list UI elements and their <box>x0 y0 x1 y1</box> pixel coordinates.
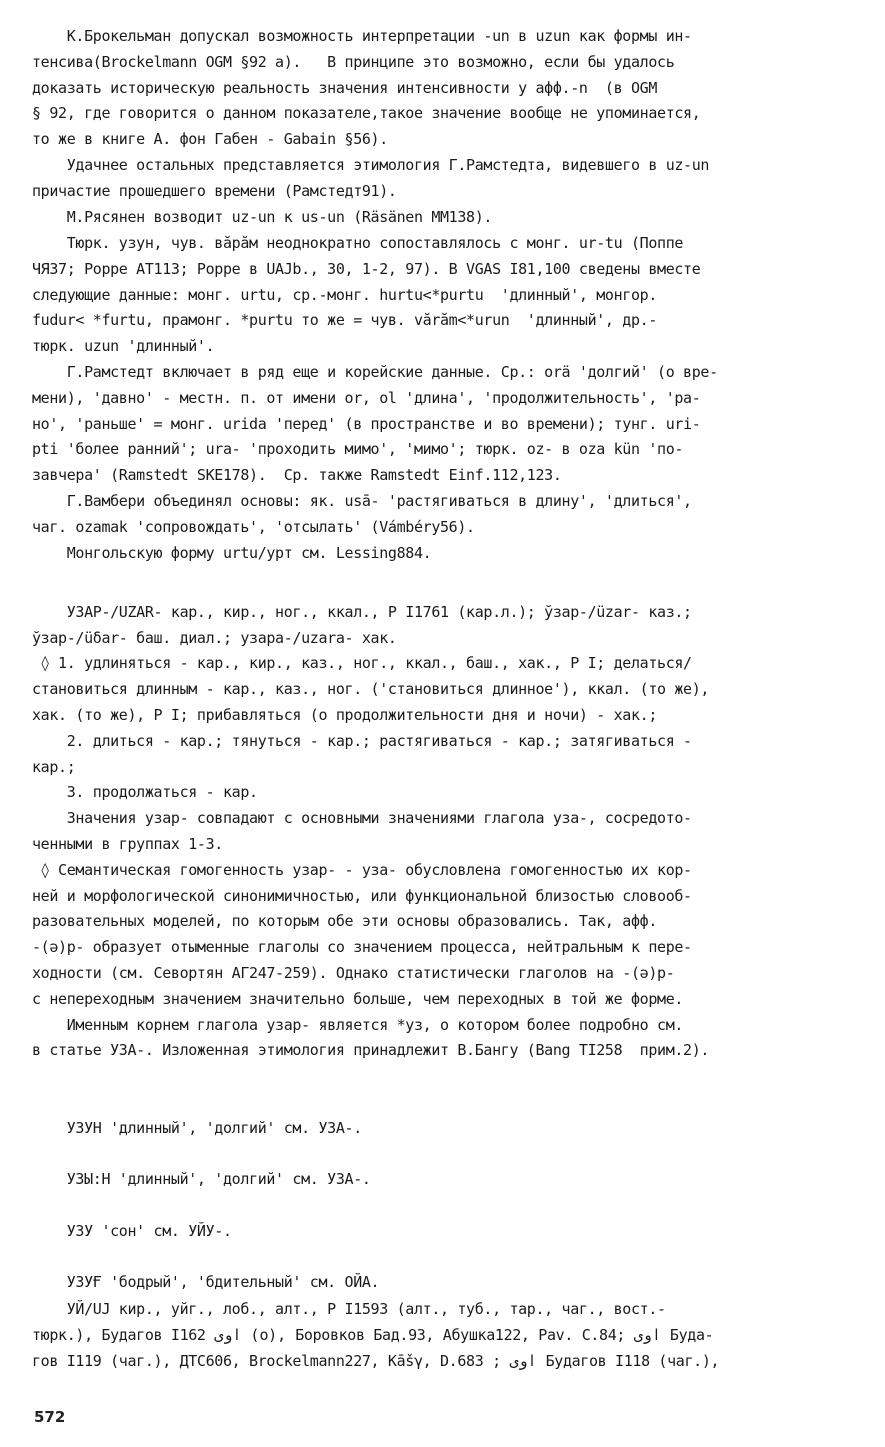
text-line: Значения узар- совпадают с основными значениями глагола уза-, сосредото- <box>32 809 692 828</box>
text-line: ходности (см. Севортян АГ247-259). Однако статистически глаголов на -(ə)р- <box>32 963 675 982</box>
text-line: тенсива(Brockelmann OGM §92 a). В принципе это возможно, если бы удалось <box>32 52 675 71</box>
paragraph-vambery <box>32 489 864 541</box>
text-line: 3. продолжаться - кар. <box>32 783 258 802</box>
text-line: -(ə)р- образует отыменные глаголы со значением процесса, нейтральным к пере- <box>32 938 692 957</box>
text-line: хак. (то же), Р I; прибавляться (о продолжительности дня и ночи) - хак.; <box>32 705 658 724</box>
text-line: в статье УЗА-. Изложенная этимология принадлежит В.Бангу (Bang TI258 прим.2). <box>32 1041 710 1060</box>
text-line: ней и морфологической синонимичностью, или функциональной близостью словооб- <box>32 886 692 905</box>
paragraph-rasanen <box>32 205 864 231</box>
text-line <box>32 1193 864 1219</box>
text-line: разовательных моделей, по которым обе эти основы образовались. Так, афф. <box>32 912 658 931</box>
text-line: ўзар-/üδar- баш. диал.; узара-/uzara- хак. <box>32 628 397 647</box>
text-line: причастие прошедшего времени (Рамстедт91). <box>32 181 397 200</box>
text-line: Именным корнем глагола узар- является *уз, о котором более подробно см. <box>32 1015 684 1034</box>
text-line: Г.Рамстедт включает в ряд еще и корейские данные. Ср.: orä 'долгий' (о вре- <box>32 363 718 381</box>
text-line: гов I119 (чаг.), ДТС606, Brockelmann227, Kāšγ, D.683 ; اوی Будагов I118 (чаг.), <box>32 1351 720 1370</box>
text-line: Г.Вамбери объединял основы: як. usā- 'растягиваться в длину', 'длиться', <box>32 492 692 510</box>
cross-ref-uzyn: УЗЫ:Н 'длинный', 'долгий' см. УЗА-. <box>32 1170 371 1189</box>
cross-ref-uzug: УЗУҒ 'бодрый', 'бдительный' см. ОЙА. <box>32 1273 380 1292</box>
text-line: ◊ 1. удлиняться - кар., кир., каз., ног., ккал., баш., хак., Р I; делаться/ <box>32 654 692 673</box>
text-line <box>32 1090 864 1116</box>
paragraph-korean <box>32 360 864 489</box>
text-line <box>32 1064 864 1090</box>
paragraph-lessing <box>32 541 864 567</box>
text-line: ◊ Семантическая гомогенность узар- - уза- обусловлена гомогенностью их кор- <box>32 860 692 879</box>
text-line: доказать историческую реальность значения интенсивности у афф.-n (в OGM <box>32 78 658 97</box>
text-line <box>32 574 864 600</box>
page-number: 572 <box>34 1408 66 1426</box>
text-line: ЧЯ37; Poppe AT113; Poppe в UAJb., 30, 1-2, 97). В VGAS I81,100 сведены вместе <box>32 259 701 278</box>
text-line: следующие данные: монг. urtu, ср.-монг. hurtu<*purtu 'длинный', монгор. <box>32 285 658 304</box>
cross-ref-uzu: УЗУ 'сон' см. УЙУ-. <box>32 1221 232 1240</box>
entry-uzar <box>32 574 864 1064</box>
entry-uj <box>32 1297 864 1374</box>
cross-references <box>32 1064 864 1322</box>
entry-headword-line: УЙ/UJ кир., уйг., лоб., алт., Р I1593 (алт., туб., тар., чаг., вост.- <box>32 1300 666 1318</box>
text-line: завчера' (Ramstedt SKE178). Ср. также Ramstedt Einf.112,123. <box>32 466 562 485</box>
text-line: но', 'раньше' = монг. urida 'перед' (в пространстве и во времени); тунг. uri- <box>32 414 701 433</box>
text-line: Монгольскую форму urtu/урт см. Lessing884. <box>32 544 432 562</box>
text-line: тюрк. uzun 'длинный'. <box>32 337 215 356</box>
paragraph-ramstedt <box>32 153 864 205</box>
text-line: Тюрк. узун, чув. вăрăм неоднократно сопоставлялось с монг. ur-tu (Поппе <box>32 234 684 252</box>
text-line: 2. длиться - кар.; тянуться - кар.; растягиваться - кар.; затягиваться - <box>32 731 692 750</box>
text-line: чаг. ozamak 'сопровождать', 'отсылать' (Vámbéry56). <box>32 517 475 536</box>
text-line <box>32 1245 864 1271</box>
paragraph-brockelmann <box>32 24 864 153</box>
text-line: ченными в группах 1-3. <box>32 834 223 853</box>
text-line: тюрк.), Будагов I162 اوی (o), Боровков Бад.93, Абушка122, Pav. C.84; اوی Буда- <box>32 1325 714 1344</box>
text-line: pti 'более ранний'; ura- 'проходить мимо', 'мимо'; тюрк. oz- в oza kün 'по- <box>32 440 684 459</box>
text-line: К.Брокельман допускал возможность интерпретации -un в uzun как формы ин- <box>32 27 692 45</box>
text-line: с непереходным значением значительно больше, чем переходных в той же форме. <box>32 989 684 1008</box>
text-line: мени), 'давно' - местн. п. от имени or, ol 'длина', 'продолжительность', 'ра- <box>32 388 701 407</box>
entry-headword-line: УЗАР-/UZAR- кар., кир., ног., ккал., Р I1761 (кар.л.); ўзар-/üzar- каз.; <box>32 602 692 621</box>
text-line: становиться длинным - кар., каз., ног. ('становиться длинное'), ккал. (то же), <box>32 680 710 699</box>
text-line: то же в книге А. фон Габен - Gabain §56). <box>32 130 388 149</box>
text-line: кар.; <box>32 757 76 776</box>
text-line: fudur< *furtu, прамонг. *purtu то же = чув. vărăm<*urun 'длинный', др.- <box>32 311 658 330</box>
text-line <box>32 1141 864 1167</box>
text-line: Удачнее остальных представляется этимология Г.Рамстедта, видевшего в uz-un <box>32 156 710 174</box>
text-line: § 92, где говорится о данном показателе,такое значение вообще не упоминается, <box>32 104 701 123</box>
text-line: М.Рясянен возводит uz-un к us-un (Räsänen MM138). <box>32 208 493 226</box>
cross-ref-uzun: УЗУН 'длинный', 'долгий' см. УЗА-. <box>32 1118 362 1137</box>
paragraph-turk-uzun <box>32 231 864 360</box>
